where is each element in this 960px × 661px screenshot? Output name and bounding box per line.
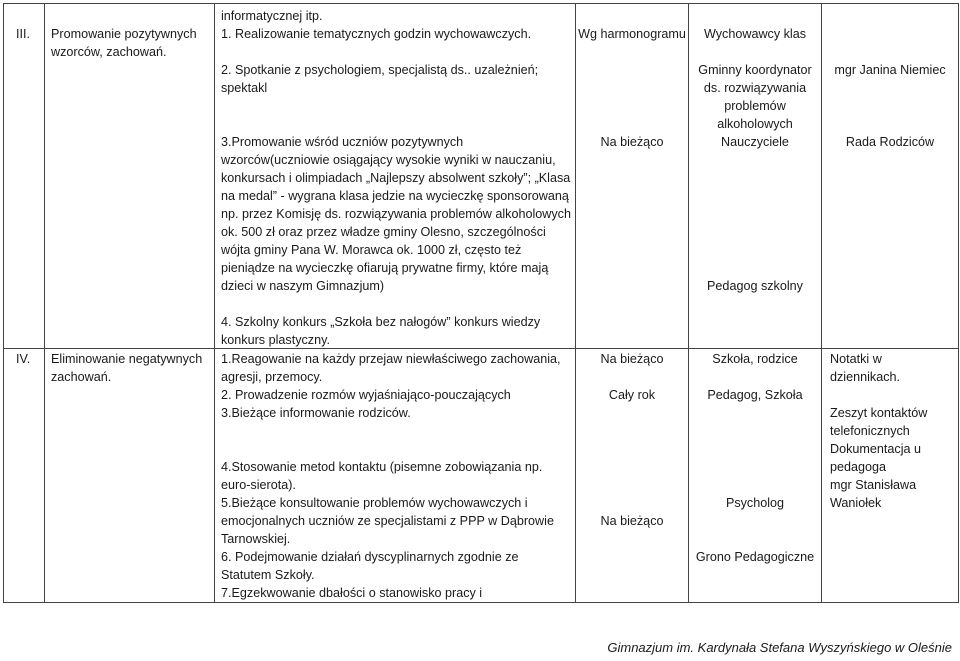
task-item: 3.Promowanie wśród uczniów pozytywnych wzorców(uczniowie osiągający wysokie wyniki w nauczaniu, konkursach i olimpiadach „Najlepszy absolwent szkoły”; „Klasa na medal” - wygrana klasa jedzie na wycieczkę sponsorowaną np. przez Komisję ds. rozwiązywania problemów alkoholowych ok. 500 zł oraz przez władze gminy Olesno, szczególności wójta gminy Pana W. Morawca ok. 1000 zł, często też pieniądze na wycieczkę ofiarują prywatne firmy, które mają dzieci w naszym Gimnazjum): [221, 135, 571, 293]
evidence-label: Zeszyt kontaktów telefonicznych: [830, 406, 928, 438]
goal-cell: [45, 349, 215, 603]
evidence-cell: [822, 4, 959, 349]
table-row: [4, 4, 959, 349]
term-cell: [576, 349, 689, 603]
task-item: 2. Prowadzenie rozmów wyjaśniająco-pouczających: [221, 388, 511, 402]
task-item: 2. Spotkanie z psychologiem, specjalistą ds.. uzależnień; spektakl: [221, 63, 539, 95]
task-item: 3.Bieżące informowanie rodziców.: [221, 406, 411, 420]
responsible-label: Pedagog, Szkoła: [707, 388, 803, 402]
row-number-cell: [4, 4, 45, 349]
task-item: 1. Realizowanie tematycznych godzin wychowawczych.: [221, 27, 532, 41]
tasks-cell: [215, 349, 576, 603]
task-item: informatycznej itp.: [221, 9, 323, 23]
responsible-label: Grono Pedagogiczne: [695, 550, 815, 564]
evidence-label: mgr Janina Niemiec: [834, 63, 946, 77]
evidence-label: mgr Stanisława Waniołek: [830, 478, 917, 510]
table-row: [4, 349, 959, 603]
term-label: Na bieżąco: [600, 135, 664, 149]
responsible-cell: [689, 349, 822, 603]
plan-table: [3, 3, 959, 603]
task-item: 7.Egzekwowanie dbałości o stanowisko pracy i: [221, 586, 483, 600]
responsible-label: Szkoła, rodzice: [712, 352, 798, 366]
row-number: III.: [16, 27, 30, 41]
responsible-label: Psycholog: [725, 496, 785, 510]
goal-cell: [45, 4, 215, 349]
term-label: Wg harmonogramu: [578, 27, 686, 41]
term-label: Na bieżąco: [600, 514, 664, 528]
task-item: 4.Stosowanie metod kontaktu (pisemne zobowiązania np. euro-sierota).: [221, 460, 543, 492]
task-item: 1.Reagowanie na każdy przejaw niewłaściwego zachowania, agresji, przemocy.: [221, 352, 561, 384]
page-footer: Gimnazjum im. Kardynała Stefana Wyszyńskiego w Oleśnie: [607, 640, 952, 655]
row-number: IV.: [16, 352, 31, 366]
term-label: Cały rok: [608, 388, 656, 402]
responsible-cell: [689, 4, 822, 349]
evidence-cell: [822, 349, 959, 603]
goal-title: Eliminowanie negatywnych zachowań.: [51, 352, 203, 384]
task-item: 5.Bieżące konsultowanie problemów wychowawczych i emocjonalnych uczniów ze specjalistami z PPP w Dąbrowie Tarnowskiej.: [221, 496, 554, 546]
responsible-label: Wychowawcy klas: [703, 27, 807, 41]
task-item: 6. Podejmowanie działań dyscyplinarnych zgodnie ze Statutem Szkoły.: [221, 550, 519, 582]
tasks-cell: [215, 4, 576, 349]
evidence-label: Notatki w dziennikach.: [830, 352, 901, 384]
task-item: 4. Szkolny konkurs „Szkoła bez nałogów” konkurs wiedzy konkurs plastyczny.: [221, 315, 541, 347]
evidence-label: Dokumentacja u pedagoga: [830, 442, 922, 474]
responsible-label: Nauczyciele: [721, 135, 789, 149]
term-label: Na bieżąco: [600, 352, 664, 366]
evidence-label: Rada Rodziców: [845, 135, 935, 149]
goal-title: Promowanie pozytywnych wzorców, zachowań.: [51, 27, 197, 59]
responsible-label: Gminny koordynator ds. rozwiązywania problemów alkoholowych: [698, 63, 812, 131]
row-number-cell: [4, 349, 45, 603]
responsible-label: Pedagog szkolny: [707, 279, 803, 293]
term-cell: [576, 4, 689, 349]
